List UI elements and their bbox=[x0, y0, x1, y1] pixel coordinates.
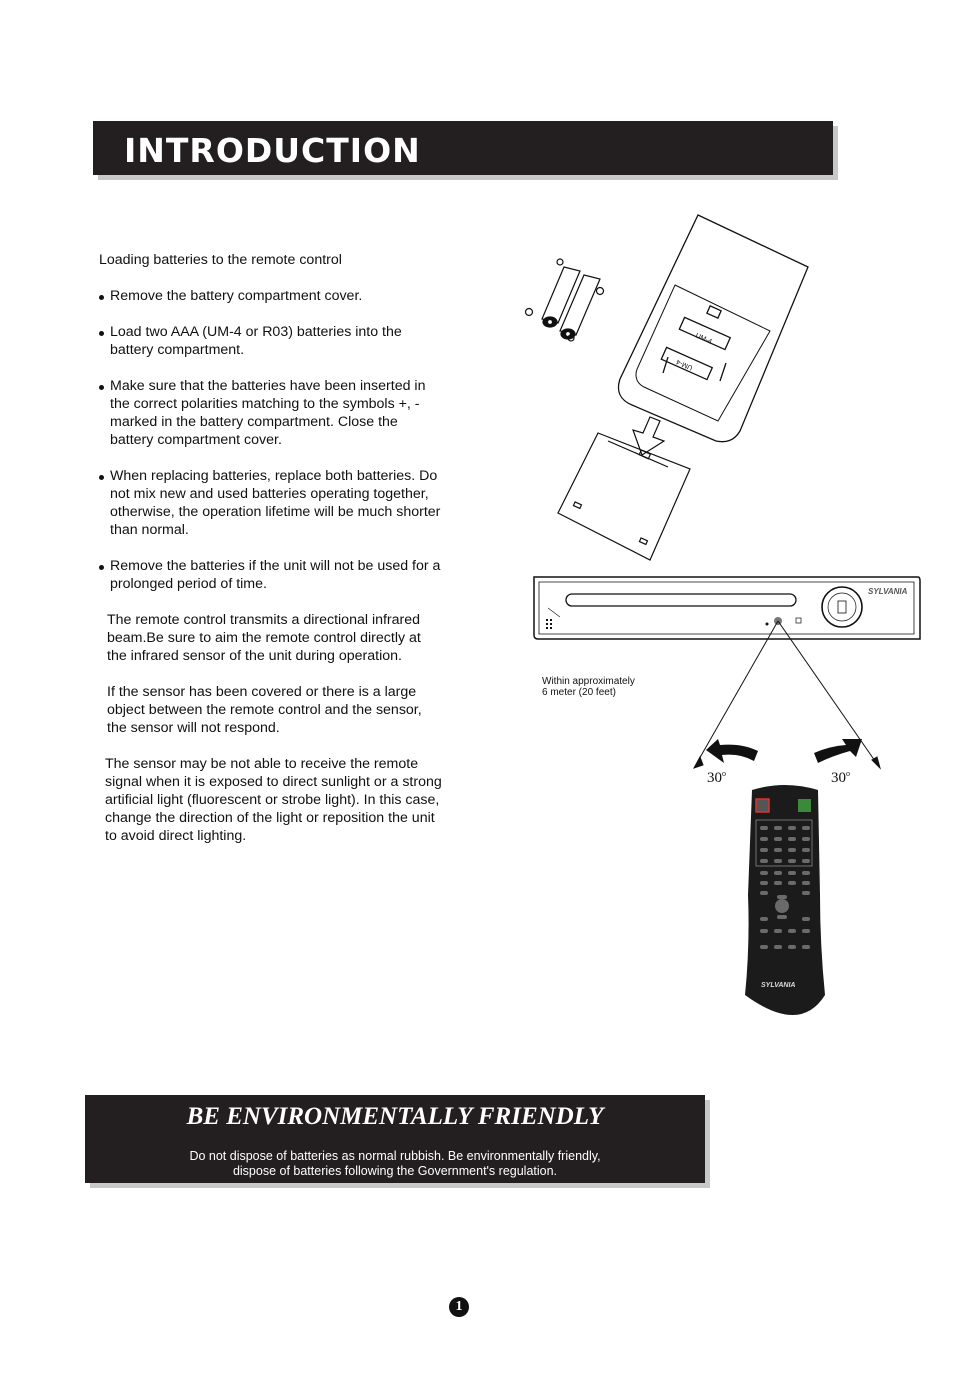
battery-label-1: UM-4 bbox=[694, 332, 713, 346]
dvd-player-illustration bbox=[534, 577, 920, 639]
page-number: 1 bbox=[449, 1297, 469, 1317]
battery-cover-illustration bbox=[558, 433, 690, 560]
angle-arrow-left-icon bbox=[706, 739, 758, 763]
bullet-item: Make sure that the batteries have been inserted in the correct polarities matching to the symbols +, - marked in the battery compartment. Close the battery compartment cover. bbox=[99, 377, 444, 449]
environment-banner bbox=[85, 1095, 705, 1183]
battery-label-2: UM-4 bbox=[675, 357, 694, 371]
player-brand: SYLVANIA bbox=[868, 587, 908, 596]
distance-label: Within approximately 6 meter (20 feet) bbox=[542, 676, 635, 698]
environment-title: BE ENVIRONMENTALLY FRIENDLY bbox=[186, 1103, 604, 1130]
paragraph: The sensor may be not able to receive the remote signal when it is exposed to direct sunlight or a strong artificial light (fluorescent or strobe light). In this case, change the direction of the light or reposition the unit to avoid direct lighting. bbox=[105, 756, 442, 844]
angle-label-right: 30$^o$ bbox=[831, 769, 850, 786]
angle-arrow-right-icon bbox=[814, 739, 862, 763]
bullet-item: When replacing batteries, replace both batteries. Do not mix new and used batteries operating together, otherwise, the operation lifetime will be much shorter than normal. bbox=[99, 467, 444, 539]
bullet-dot-icon bbox=[99, 475, 104, 480]
remote-control-illustration bbox=[745, 785, 825, 1015]
arrow-down-icon bbox=[633, 417, 664, 455]
angle-label-left: 30$^o$ bbox=[707, 769, 726, 786]
instructions-text bbox=[99, 251, 444, 863]
bullet-dot-icon bbox=[99, 295, 104, 300]
bullet-dot-icon bbox=[99, 385, 104, 390]
environment-text: Do not dispose of batteries as normal rubbish. Be environmentally friendly, dispose of batteries following the Government's regulation. bbox=[189, 1149, 601, 1178]
bullet-item: Load two AAA (UM-4 or R03) batteries into the battery compartment. bbox=[99, 323, 444, 359]
bullet-item: Remove the batteries if the unit will not be used for a prolonged period of time. bbox=[99, 557, 444, 593]
bullet-item: Remove the battery compartment cover. bbox=[99, 287, 444, 305]
page-title: INTRODUCTION bbox=[124, 131, 421, 170]
bullet-dot-icon bbox=[99, 331, 104, 336]
bullet-dot-icon bbox=[99, 565, 104, 570]
paragraph: The remote control transmits a directional infrared beam.Be sure to aim the remote control directly at the infrared sensor of the unit during operation. bbox=[107, 612, 421, 664]
remote-brand: SYLVANIA bbox=[761, 982, 796, 989]
paragraph: If the sensor has been covered or there is a large object between the remote control and the sensor, the sensor will not respond. bbox=[107, 684, 422, 736]
batteries-icon bbox=[526, 259, 604, 341]
illustration bbox=[520, 205, 940, 1035]
section-heading: Loading batteries to the remote control bbox=[99, 252, 342, 268]
header-banner bbox=[93, 121, 833, 175]
remote-back-illustration bbox=[619, 215, 809, 442]
